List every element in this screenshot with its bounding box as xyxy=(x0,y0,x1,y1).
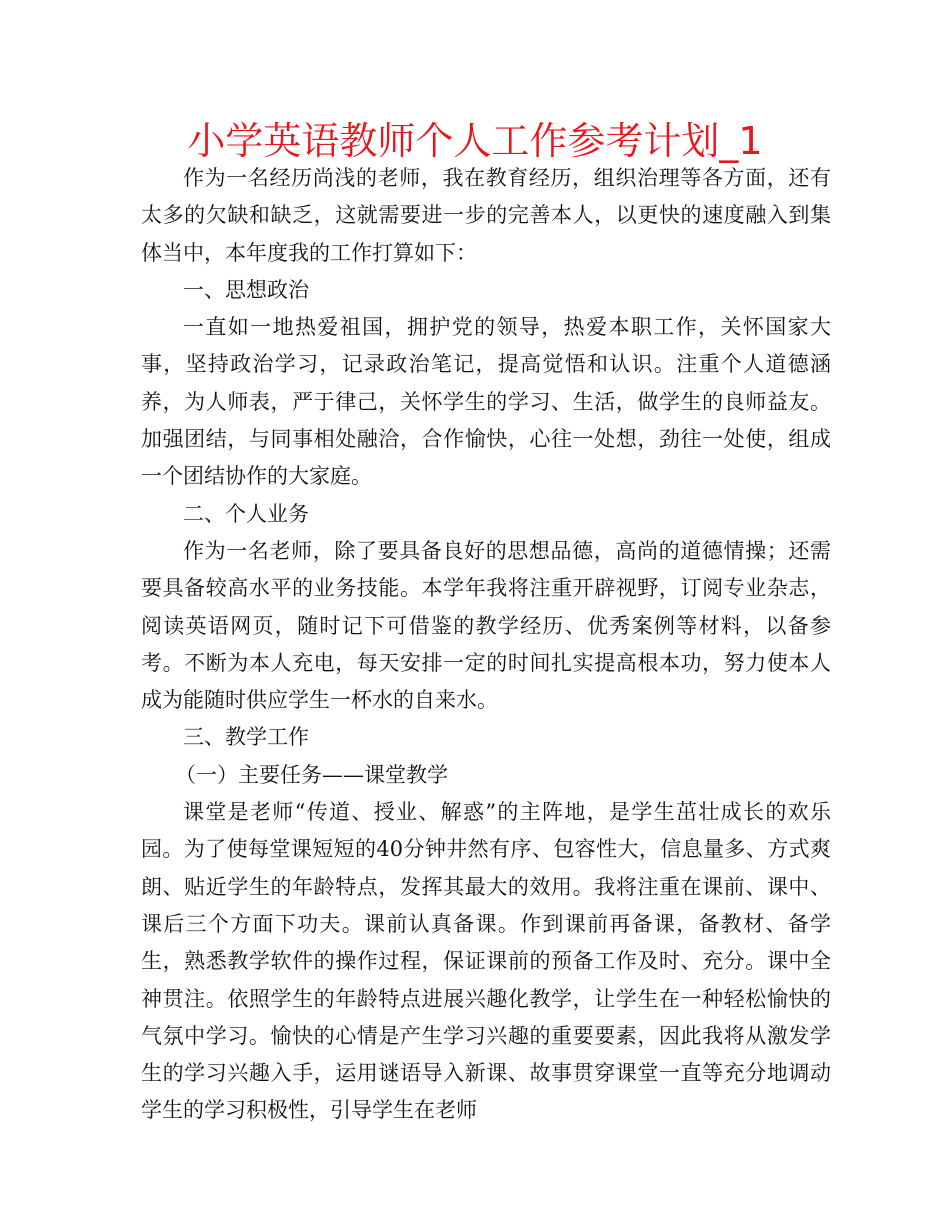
document-title: 小学英语教师个人工作参考计划_1 xyxy=(187,119,763,163)
paragraph-business: 作为一名老师，除了要具备良好的思想品德，高尚的道德情操；还需要具备较高水平的业务技能。本学年我将注重开辟视野，订阅专业杂志，阅读英语网页，随时记下可借鉴的教学经历、优秀案例等材料，以备参考。不断为本人充电，每天安排一定的时间扎实提高根本功，努力使本人成为能随时供应学生一杯水的自来水。 xyxy=(141,538,831,713)
section-heading-business: 二、个人业务 xyxy=(183,501,309,526)
subsection-heading-classroom: （一）主要任务——课堂教学 xyxy=(175,762,448,787)
paragraph-politics: 一直如一地热爱祖国，拥护党的领导，热爱本职工作，关怀国家大事，坚持政治学习，记录政治笔记，提高觉悟和认识。注重个人道德涵养，为人师表，严于律己，关怀学生的学习、生活，做学生的良师益友。加强团结，与同事相处融洽，合作愉快，心往一处想，劲往一处使，组成一个团结协作的大家庭。 xyxy=(141,315,831,489)
paragraph-classroom: 课堂是老师“传道、授业、解惑”的主阵地，是学生茁壮成长的欢乐园。为了使每堂课短短的40分钟井然有序、包容性大，信息量多、方式爽朗、贴近学生的年龄特点，发挥其最大的效用。我将注重在课前、课中、课后三个方面下功夫。课前认真备课。作到课前再备课，备教材、备学生，熟悉教学软件的操作过程，保证课前的预备工作及时、充分。课中全神贯注。依照学生的年龄特点进展兴趣化教学，让学生在一种轻松愉快的气氛中学习。愉快的心情是产生学习兴趣的重要要素，因此我将从激发学生的学习兴趣入手，运用谜语导入新课、故事贯穿课堂一直等充分地调动学生的学习积极性，引导学生在老师 xyxy=(141,800,831,1123)
paragraph-intro: 作为一名经历尚浅的老师，我在教育经历，组织治理等各方面，还有太多的欠缺和缺乏，这就需要进一步的完善本人，以更快的速度融入到集体当中，本年度我的工作打算如下： xyxy=(141,166,831,265)
section-heading-teaching: 三、教学工作 xyxy=(183,725,309,750)
section-heading-politics: 一、思想政治 xyxy=(183,277,309,302)
document-body xyxy=(141,160,831,1130)
